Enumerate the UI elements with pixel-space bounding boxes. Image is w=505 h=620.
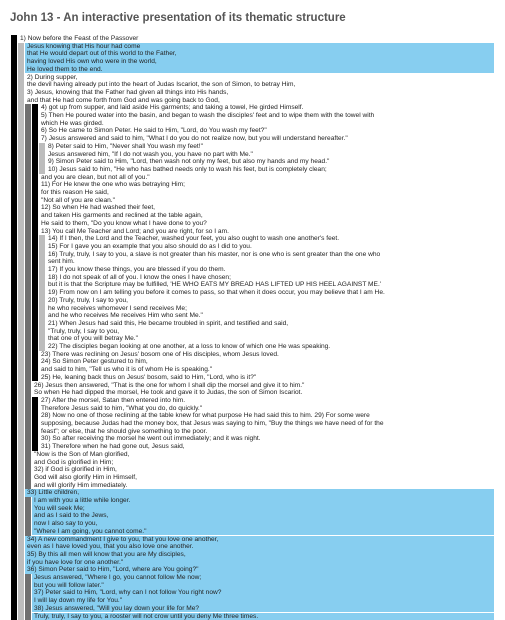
verse-line: Jesus answered, "Where I go, you cannot follow Me now; [32, 574, 494, 582]
verse-line: 25) He, leaning back thus on Jesus' bosom, said to Him, "Lord, who is it?" [39, 374, 494, 382]
verse-line: even as I have loved you, that you also love one another. [25, 543, 494, 551]
nesting-bar-level-4 [32, 397, 38, 451]
verse-line: 30) So after receiving the morsel he went out immediately; and it was night. [39, 435, 494, 443]
verse-line: 1) Now before the Feast of the Passover [18, 35, 494, 43]
verse-line: 31) Therefore when he had gone out, Jesus said, [39, 443, 494, 451]
verse-line: 32) if God is glorified in Him, [32, 466, 494, 474]
nesting-bar-level-2 [18, 43, 24, 620]
verse-line: I am with you a little while longer. [32, 497, 494, 505]
verse-line: the devil having already put into the heart of Judas Iscariot, the son of Simon, to betray Him, [25, 81, 494, 89]
verse-line: 35) By this all men will know that you are My disciples, [25, 551, 494, 559]
verse-line: Truly, truly, I say to you, a rooster will not crow until you deny Me three times. [32, 613, 494, 620]
verse-line: 10) Jesus said to him, "He who has bathed needs only to wash his feet, but is completely clean; [46, 166, 494, 174]
verse-line: that He would depart out of this world to the Father, [25, 50, 494, 58]
verse-line: supposing, because Judas had the money box, that Jesus was saying to him, "Buy the things we have need of for the [39, 420, 494, 428]
verse-line: 21) When Jesus had said this, He became troubled in spirit, and testified and said, [46, 320, 494, 328]
nesting-bar-level-1 [11, 35, 17, 620]
verse-line: Jesus answered him, "If I do not wash you, you have no part with Me." [46, 151, 494, 159]
verse-line: 28) Now no one of those reclining at the table knew for what purpose He had said this to him. 29) For some were [39, 412, 494, 420]
verse-line: 2) During supper, [25, 74, 494, 82]
verse-line: he who receives whomever I send receives Me; [46, 305, 494, 313]
verse-line: 34) A new commandment I give to you, that you love one another, [25, 536, 494, 544]
verse-line: now I also say to you, [32, 520, 494, 528]
verse-line: and will glorify Him immediately. [32, 482, 494, 490]
verse-line: feast"; or else, that he should give something to the poor. [39, 428, 494, 436]
verse-line: 12) So when He had washed their feet, [39, 204, 494, 212]
verse-line: 11) For He knew the one who was betraying Him; [39, 181, 494, 189]
verse-line: 9) Simon Peter said to Him, "Lord, then wash not only my feet, but also my hands and my head." [46, 158, 494, 166]
verse-line: and taken His garments and reclined at the table again, [39, 212, 494, 220]
verse-line: and said to him, "Tell us who it is of whom He is speaking." [39, 366, 494, 374]
verse-line: 3) Jesus, knowing that the Father had given all things into His hands, [25, 89, 494, 97]
verse-line: Therefore Jesus said to him, "What you do, do quickly." [39, 405, 494, 413]
nesting-bar-level-3 [25, 104, 31, 489]
nesting-bar-level-3 [25, 574, 31, 620]
verse-line: and that He had come forth from God and was going back to God, [25, 97, 494, 105]
verse-line: 26) Jesus then answered, "That is the one for whom I shall dip the morsel and give it to him." [32, 382, 494, 390]
verse-line: "Where I am going, you cannot come." [32, 528, 494, 536]
verse-line: 19) From now on I am telling you before it comes to pass, so that when it does occur, you may believe that I am He. [46, 289, 494, 297]
verse-line: 37) Peter said to Him, "Lord, why can I not follow You right now? [32, 589, 494, 597]
nesting-bar-level-5 [39, 143, 45, 174]
verse-line: for this reason He said, [39, 189, 494, 197]
verse-line: 17) If you know these things, you are blessed if you do them. [46, 266, 494, 274]
verse-line: "Now is the Son of Man glorified, [32, 451, 494, 459]
verse-line: if you have love for one another." [25, 559, 494, 567]
verse-line: You will seek Me; [32, 505, 494, 513]
verse-line: God will also glorify Him in Himself, [32, 474, 494, 482]
verse-line: 24) So Simon Peter gestured to him, [39, 358, 494, 366]
verse-line: Jesus knowing that His hour had come [25, 43, 494, 51]
page-title: John 13 - An interactive presentation of its thematic structure [10, 12, 346, 24]
verse-line: 38) Jesus answered, "Will you lay down your life for Me? [32, 605, 494, 613]
verse-line: I will lay down my life for You." [32, 597, 494, 605]
verse-line: "Not all of you are clean." [39, 197, 494, 205]
verse-line: but you will follow later." [32, 582, 494, 590]
verse-line: 14) If I then, the Lord and the Teacher, washed your feet, you also ought to wash one another's feet. [46, 235, 494, 243]
verse-line: but it is that the Scripture may be fulfilled, 'HE WHO EATS MY BREAD HAS LIFTED UP HIS HEEL AGAINST ME.' [46, 281, 494, 289]
verse-line: So when He had dipped the morsel, He took and gave it to Judas, the son of Simon Iscariot. [32, 389, 494, 397]
verse-line: 8) Peter said to Him, "Never shall You wash my feet!" [46, 143, 494, 151]
verse-line: and God is glorified in Him; [32, 459, 494, 467]
verse-line: 27) After the morsel, Satan then entered into him. [39, 397, 494, 405]
thematic-structure [10, 35, 494, 570]
verse-line: that one of you will betray Me." [46, 335, 494, 343]
verse-line: 33) Little children, [25, 489, 494, 497]
verse-line: 13) You call Me Teacher and Lord; and you are right, for so I am. [39, 228, 494, 236]
verse-line: 20) Truly, truly, I say to you, [46, 297, 494, 305]
verse-line: 36) Simon Peter said to Him, "Lord, where are You going?" [25, 566, 494, 574]
verse-line: which He was girded. [39, 120, 494, 128]
verse-line: 16) Truly, truly, I say to you, a slave is not greater than his master, nor is one who is sent greater than the one who [46, 251, 494, 259]
verse-line: and as I said to the Jews, [32, 512, 494, 520]
verse-line: 22) The disciples began looking at one another, at a loss to know of which one He was speaking. [46, 343, 494, 351]
verse-line: sent him. [46, 258, 494, 266]
verse-line: He loved them to the end. [25, 66, 494, 74]
verse-line: and you are clean, but not all of you." [39, 174, 494, 182]
verse-line: 4) got up from supper, and laid aside His garments; and taking a towel, He girded Himself. [39, 104, 494, 112]
verse-line: 5) Then He poured water into the basin, and began to wash the disciples' feet and to wipe them with the towel with [39, 112, 494, 120]
verse-line: He said to them, "Do you know what I have done to you? [39, 220, 494, 228]
verse-line: 6) So He came to Simon Peter. He said to Him, "Lord, do You wash my feet?" [39, 127, 494, 135]
verse-line: 15) For I gave you an example that you also should do as I did to you. [46, 243, 494, 251]
verse-line: "Truly, truly, I say to you, [46, 328, 494, 336]
verse-line: 23) There was reclining on Jesus' bosom one of His disciples, whom Jesus loved. [39, 351, 494, 359]
nesting-bar-level-4 [32, 104, 38, 381]
nesting-bar-level-5 [39, 235, 45, 351]
nesting-bar-level-3 [25, 497, 31, 536]
verse-line: having loved His own who were in the world, [25, 58, 494, 66]
verse-line: 7) Jesus answered and said to him, "What I do you do not realize now, but you will understand hereafter." [39, 135, 494, 143]
verse-line: and he who receives Me receives Him who sent Me." [46, 312, 494, 320]
verse-line: 18) I do not speak of all of you. I know the ones I have chosen; [46, 274, 494, 282]
